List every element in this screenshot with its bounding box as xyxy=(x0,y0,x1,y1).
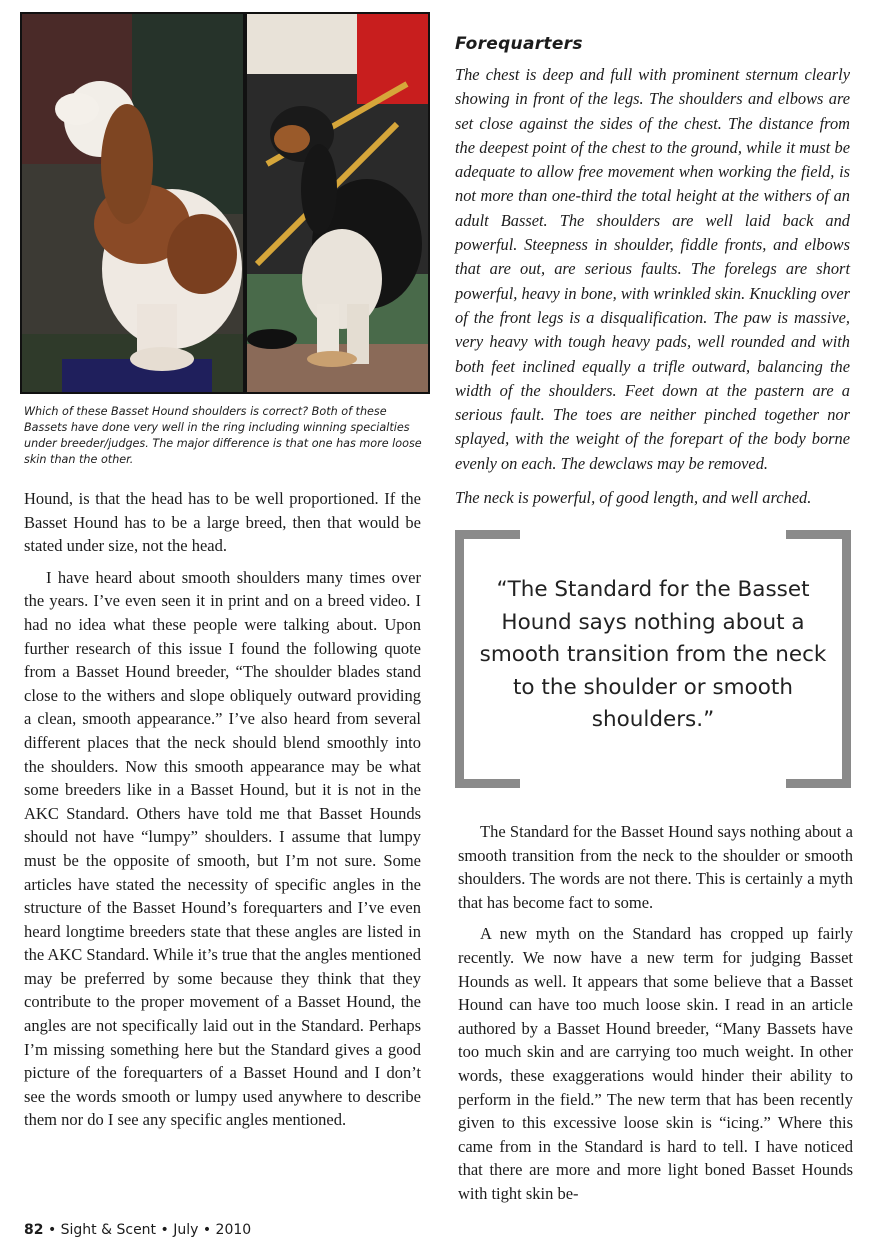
page-number: 82 xyxy=(24,1222,44,1238)
pull-quote-box xyxy=(455,530,851,788)
standard-paragraph: The neck is powerful, of good length, and well arched. xyxy=(455,488,812,508)
standard-excerpt xyxy=(455,63,850,520)
page-footer xyxy=(24,1222,251,1238)
right-article-column xyxy=(458,820,853,1214)
pull-quote: “The Standard for the Basset Hound says nothing about a smooth transition from the neck to the shoulder or smooth shoulders.” xyxy=(479,577,827,732)
photo-caption: Which of these Basset Hound shoulders is correct? Both of these Bassets have done very well in the ring including winning specialties under breeder/judges. The major difference is that one has more loose skin than the other. xyxy=(24,405,422,466)
basset-hound-photo-right xyxy=(247,14,428,392)
section-heading: Forequarters xyxy=(455,34,583,54)
standard-paragraph: The chest is deep and full with prominent sternum clearly showing in front of the legs. The shoulders and elbows are set close against the sides of the chest. The distance from the deepest point of the chest to the ground, while it must be adequate to allow free movement when working the field, is not more than one-third the total height at the withers of an adult Basset. The shoulders are well laid back and powerful. Steepness in shoulder, fiddle fronts, and elbows that are out, are serious faults. The forelegs are short powerful, heavy in bone, with wrinkled skin. Knuckling over of the front legs is a disqualification. The paw is massive, very heavy with tough heavy pads, well rounded and with both feet inclined equally a trifle outward, balancing the width of the shoulders. Feet down at the pastern are a serious fault. The toes are neither pinched together nor splayed, with the weight of the forepart of the body borne evenly on each. The dewclaws may be removed. xyxy=(455,65,850,473)
body-paragraph: A new myth on the Standard has cropped up fairly recently. We now have a new term for judging Basset Hounds as well. It appears that some believe that a Basset Hound can have too much loose skin. I read in an article authored by a Basset Hound breeder, “Many Bassets have too much skin and are carrying too much weight. In other words, these exaggerations would hinder their ability to perform in the field.” The new term that has been recently given to this excessive loose skin is “icing.” Where this came from in the Standard is hard to tell. I have noticed that there are more and more light boned Basset Hounds with tight skin be- xyxy=(458,924,853,1203)
left-article-column xyxy=(24,487,421,1140)
footer-text: • Sight & Scent • July • 2010 xyxy=(47,1222,252,1238)
body-paragraph: I have heard about smooth shoulders many times over the years. I’ve even seen it in print and on a breed video. I had no idea what these people were talking about. Upon further research of this issue I found the following quote from a Basset Hound breeder, “The shoulder blades stand close to the withers and slope obliquely outward providing a clean, smooth appearance.” I’ve also heard from several different places that the neck should blend smoothly into the shoulders. Now this smooth appearance may be what some breeders like in a Basset Hound, but it is not in the AKC Standard. Others have told me that Basset Hounds should not have “lumpy” shoulders. I assume that lumpy must be the opposite of smooth, but I’m not sure. Some articles have stated the necessity of specific angles in the structure of the Basset Hound’s forequarters and I’ve even heard longtime breeders state that these angles are listed in the AKC Standard. While it’s true that the angles mentioned may be preferred by some because they think that they contribute to the proper movement of a Basset Hound, the angles are not specifically laid out in the Standard. Perhaps I’m missing something here but the Standard gives a good picture of the forequarters of a Basset Hound and I don’t see the words smooth or lumpy used anywhere to describe them nor do I see any specific angles mentioned. xyxy=(24,567,421,1130)
basset-hound-photo-left xyxy=(22,14,243,392)
photo-pair xyxy=(20,12,430,394)
body-paragraph: The Standard for the Basset Hound says nothing about a smooth transition from the neck to the shoulder or smooth shoulders. The words are not there. This is certainly a myth that has become fact to some. xyxy=(458,822,853,912)
body-paragraph: Hound, is that the head has to be well proportioned. If the Basset Hound has to be a large breed, then that would be stated under size, not the head. xyxy=(24,489,421,556)
